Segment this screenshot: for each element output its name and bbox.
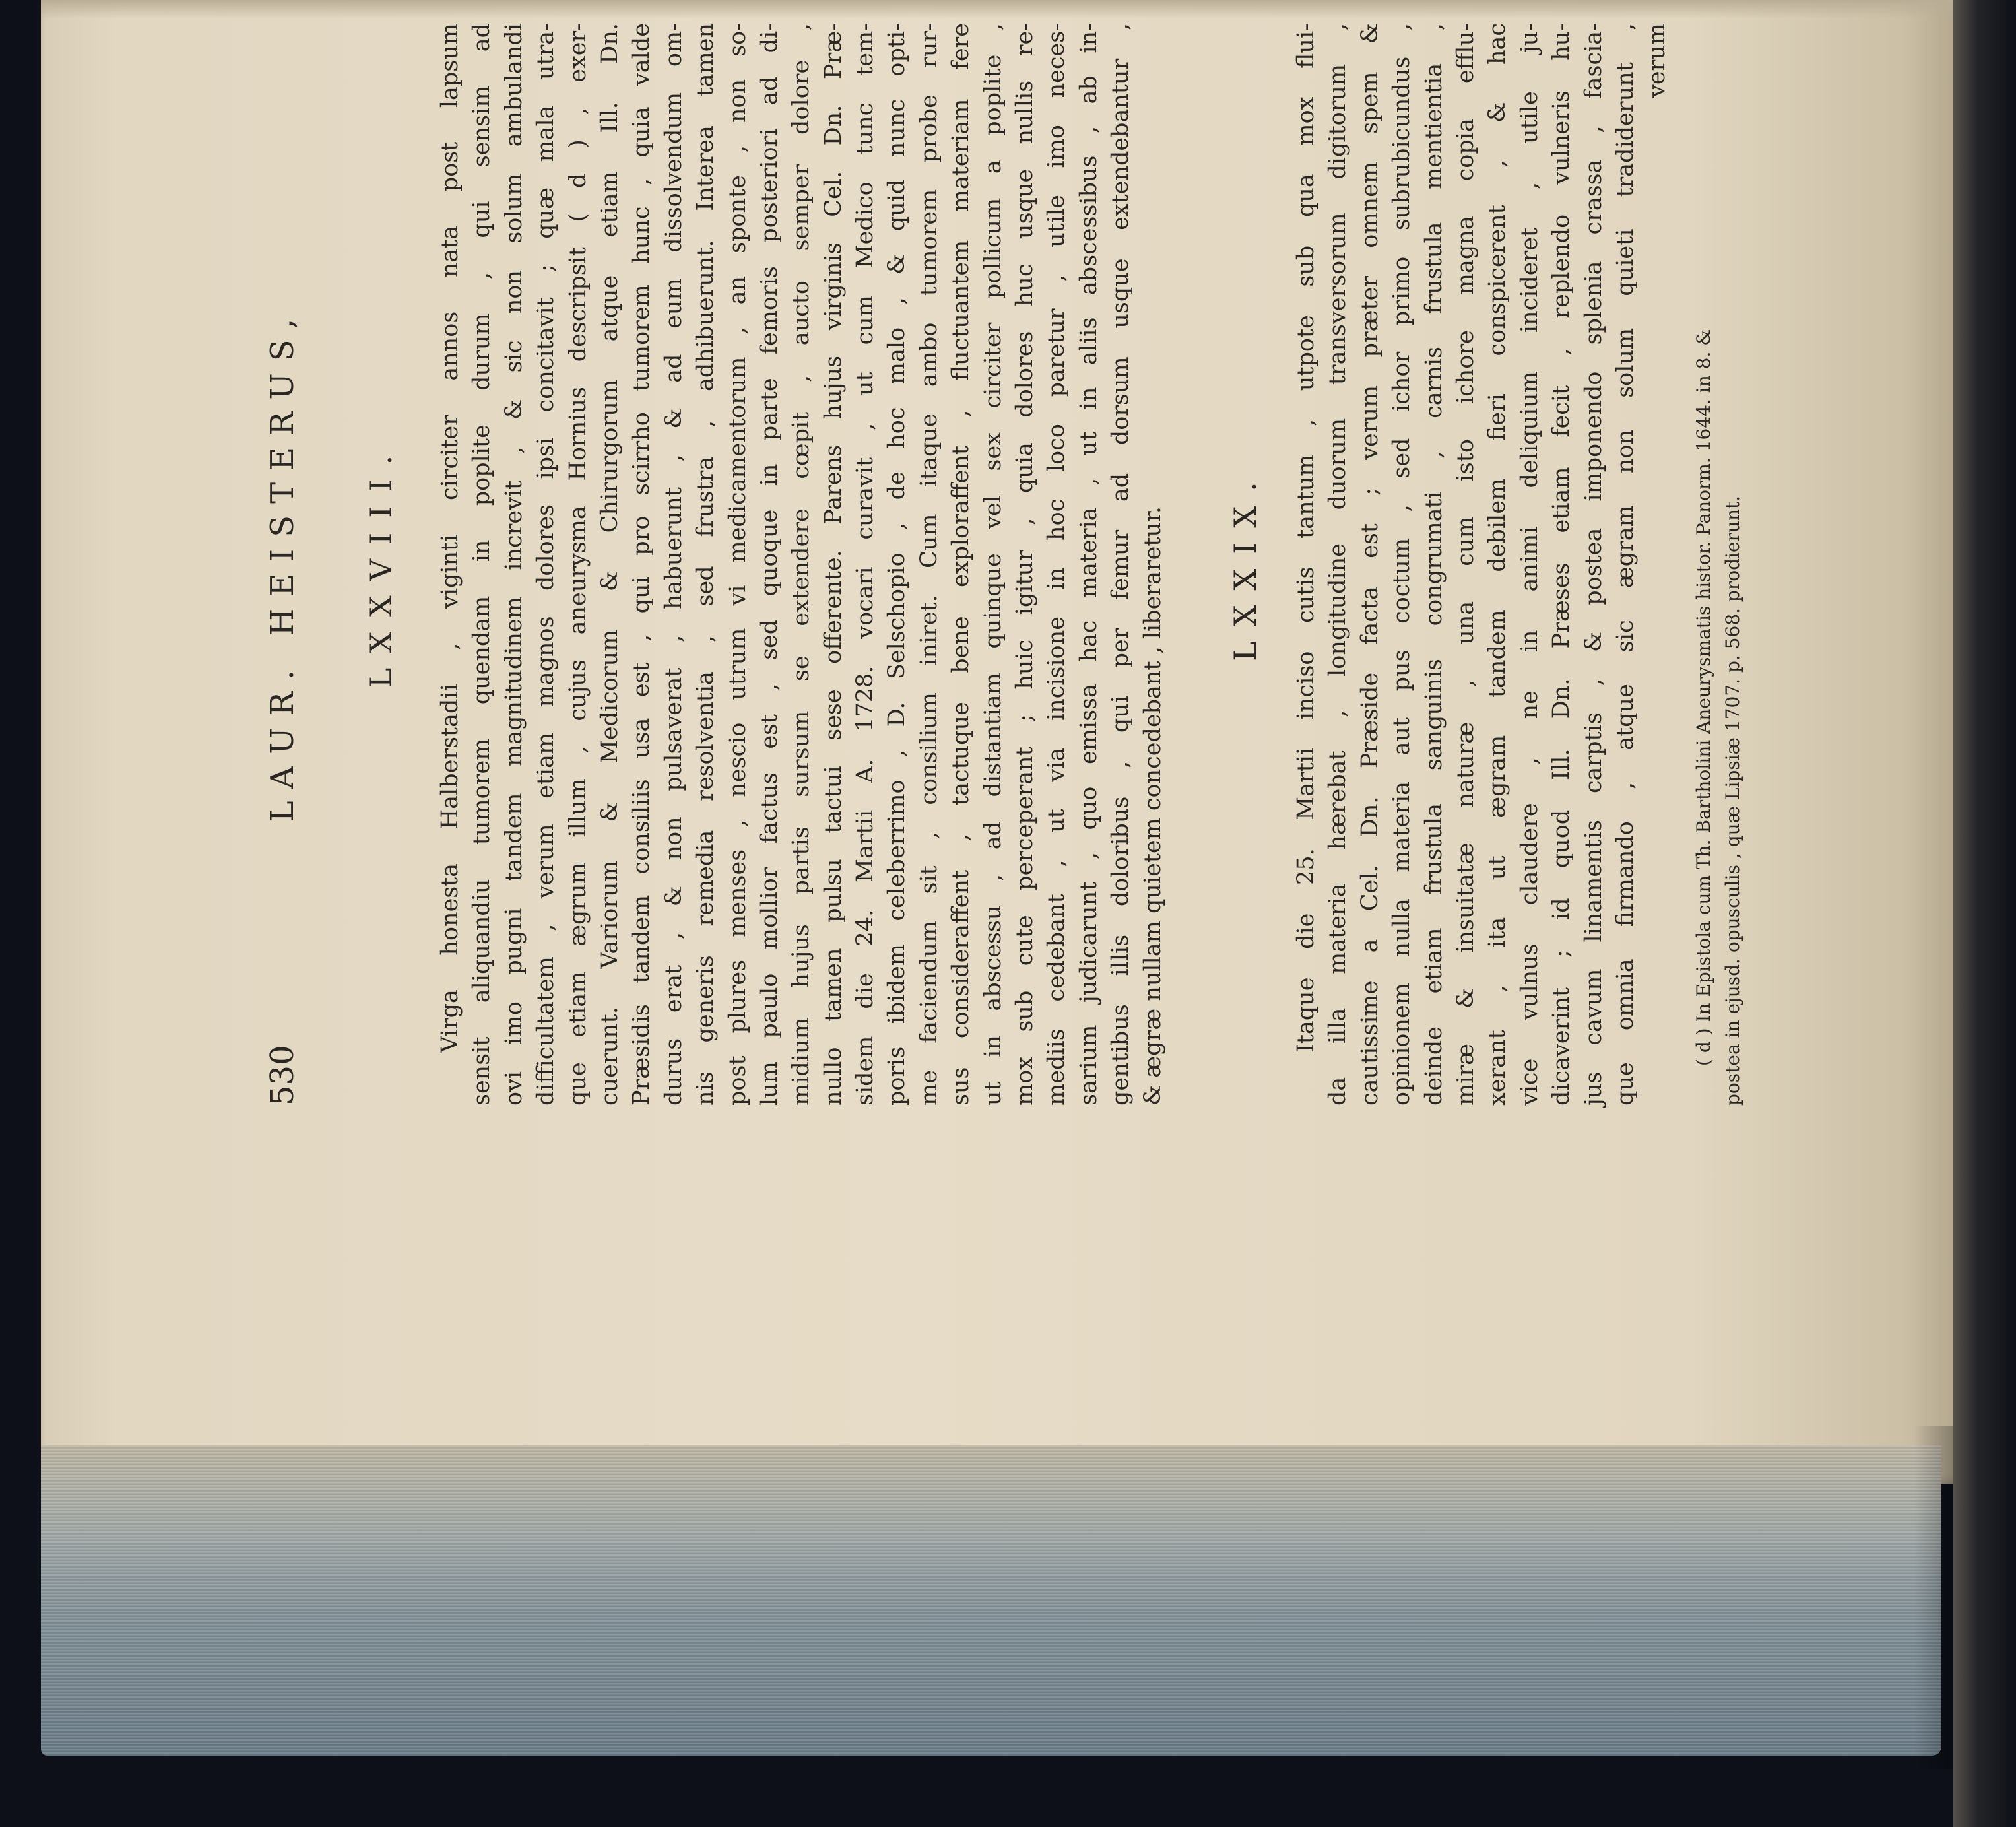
text-line: & ægræ nullam quietem concedebant , liberaretur. (1139, 506, 1166, 1106)
text-line: me faciendum sit , consilium iniret. Cum itaque ambo tumorem probe rur- (915, 23, 942, 1106)
text-line: da illa materia hærebat , longitudine duorum transversorum digitorum , (1324, 23, 1351, 1106)
text-line: sensit aliquandiu tumorem quendam in poplite durum , qui sensim ad (469, 23, 496, 1106)
text-line: poris ibidem celeberrimo , D. Selschopio , de hoc malo , & quid nunc opti- (884, 23, 911, 1106)
text-line: sidem die 24. Martii A. 1728. vocari curavit , ut cum Medico tunc tem- (852, 23, 879, 1106)
text-line: midium hujus partis sursum se extendere cœpit , aucto semper dolore , (788, 23, 815, 1106)
footnote-line: ( d ) In Epistola cum Th. Bartholini Aneurysmatis histor. Panorm. 1644. in 8. & (1693, 329, 1714, 1066)
footnote (1689, 23, 1747, 1106)
text-line: ut in abscessu , ad distantiam quinque vel sex circiter pollicum a poplite , (979, 23, 1006, 1106)
text-line: dicaverint ; id quod Ill. Dn. Præses etiam fecit , replendo vulneris hu- (1548, 23, 1575, 1106)
text-line: opinionem nulla materia aut pus coctum , sed ichor primo subrubicundus , (1388, 23, 1415, 1106)
text-line: lum paulo mollior factus est , sed quoque in parte femoris posteriori ad di- (756, 23, 783, 1106)
section-body-lxxix (1290, 23, 1674, 1106)
text-line: Præsidis tandem consiliis usa est , qui pro scirrho tumorem hunc , quia valde (628, 23, 655, 1106)
text-line: difficultatem , verum etiam magnos dolores ipsi concitavit ; quæ mala utra- (533, 23, 560, 1106)
text-line: vice vulnus claudere , ne in animi deliquium incideret , utile ju- (1516, 23, 1543, 1106)
text-line: xerant , ita ut ægram tandem debilem fieri conspicerent , & hac (1484, 23, 1511, 1106)
text-line: verum (1644, 23, 1671, 98)
page-edge-shadow (41, 0, 1981, 18)
text-line: gentibus illis doloribus , qui per femur ad dorsum usque extendebantur , (1107, 23, 1134, 1106)
text-line: sus consideraffent , tactuque bene exploraffent , fluctuantem materiam fere (948, 23, 975, 1106)
text-line: ovi imo pugni tandem magnitudinem increvit , & sic non solum ambulandi (500, 23, 527, 1106)
text-line: cautissime a Cel. Dn. Præside facta est ; verum præter omnem spem & (1356, 23, 1383, 1106)
book-fore-edge (41, 1445, 1941, 1756)
text-line: cuerunt. Variorum & Medicorum & Chirurgorum atque etiam Ill. Dn. (596, 23, 623, 1106)
section-heading-lxxviii: LXXVIII. (363, 440, 399, 688)
text-line: que omnia firmando , atque sic ægram non solum quieti tradiderunt , (1611, 23, 1639, 1106)
text-line: durus erat , & non pulsaverat , habuerunt , & ad eum dissolvendum om- (660, 23, 687, 1106)
text-line: miræ & insuitatæ naturæ , una cum isto ichore magna copia efflu- (1452, 23, 1479, 1106)
text-line: deinde etiam frustula sanguinis congrumati , carnis frustula mentientia , (1420, 23, 1447, 1106)
section-body-lxxviii (434, 23, 1169, 1106)
text-line: jus cavum linamentis carptis , & postea imponendo splenia crassa , fascia- (1580, 23, 1607, 1106)
text-line: post plures menses , nescio utrum vi medicamentorum , an sponte , non so- (724, 23, 751, 1106)
text-line: Itaque die 25. Martii inciso cutis tantum , utpote sub qua mox flui- (1293, 23, 1319, 1053)
text-line: sarium judicarunt , quo emissa hac materia , ut in aliis abscessibus , ab in- (1075, 23, 1102, 1106)
text-line: Virga honesta Halberstadii , viginti circiter annos nata post lapsum (437, 23, 463, 1053)
page-number: 530 (264, 1045, 301, 1106)
gutter-shadow (1953, 0, 2016, 1827)
text-line: nis generis remedia resolventia , sed frustra , adhibuerunt. Interea tamen (692, 23, 719, 1106)
text-line: mediis cedebant , ut via incisione in hoc loco paretur , utile imo neces- (1043, 23, 1070, 1106)
text-line: que etiam ægrum illum , cujus aneurysma Hornius descripsit ( d ) , exer- (564, 23, 591, 1106)
section-heading-lxxix: LXXIX. (1227, 467, 1263, 661)
running-title: LAUR. HEISTERUS, (264, 306, 301, 822)
running-header (264, 23, 317, 1106)
text-line: mox sub cute perceperant ; huic igitur , quia dolores huc usque nullis re- (1012, 23, 1039, 1106)
rotated-text-block (264, 23, 1815, 1106)
footnote-line: postea in ejusd. opusculis , quæ Lipsiæ 1707. p. 568. prodierunt. (1722, 495, 1743, 1106)
text-line: nullo tamen pulsu tactui sese offerente. Parens hujus virginis Cel. Dn. Præ- (820, 23, 847, 1106)
